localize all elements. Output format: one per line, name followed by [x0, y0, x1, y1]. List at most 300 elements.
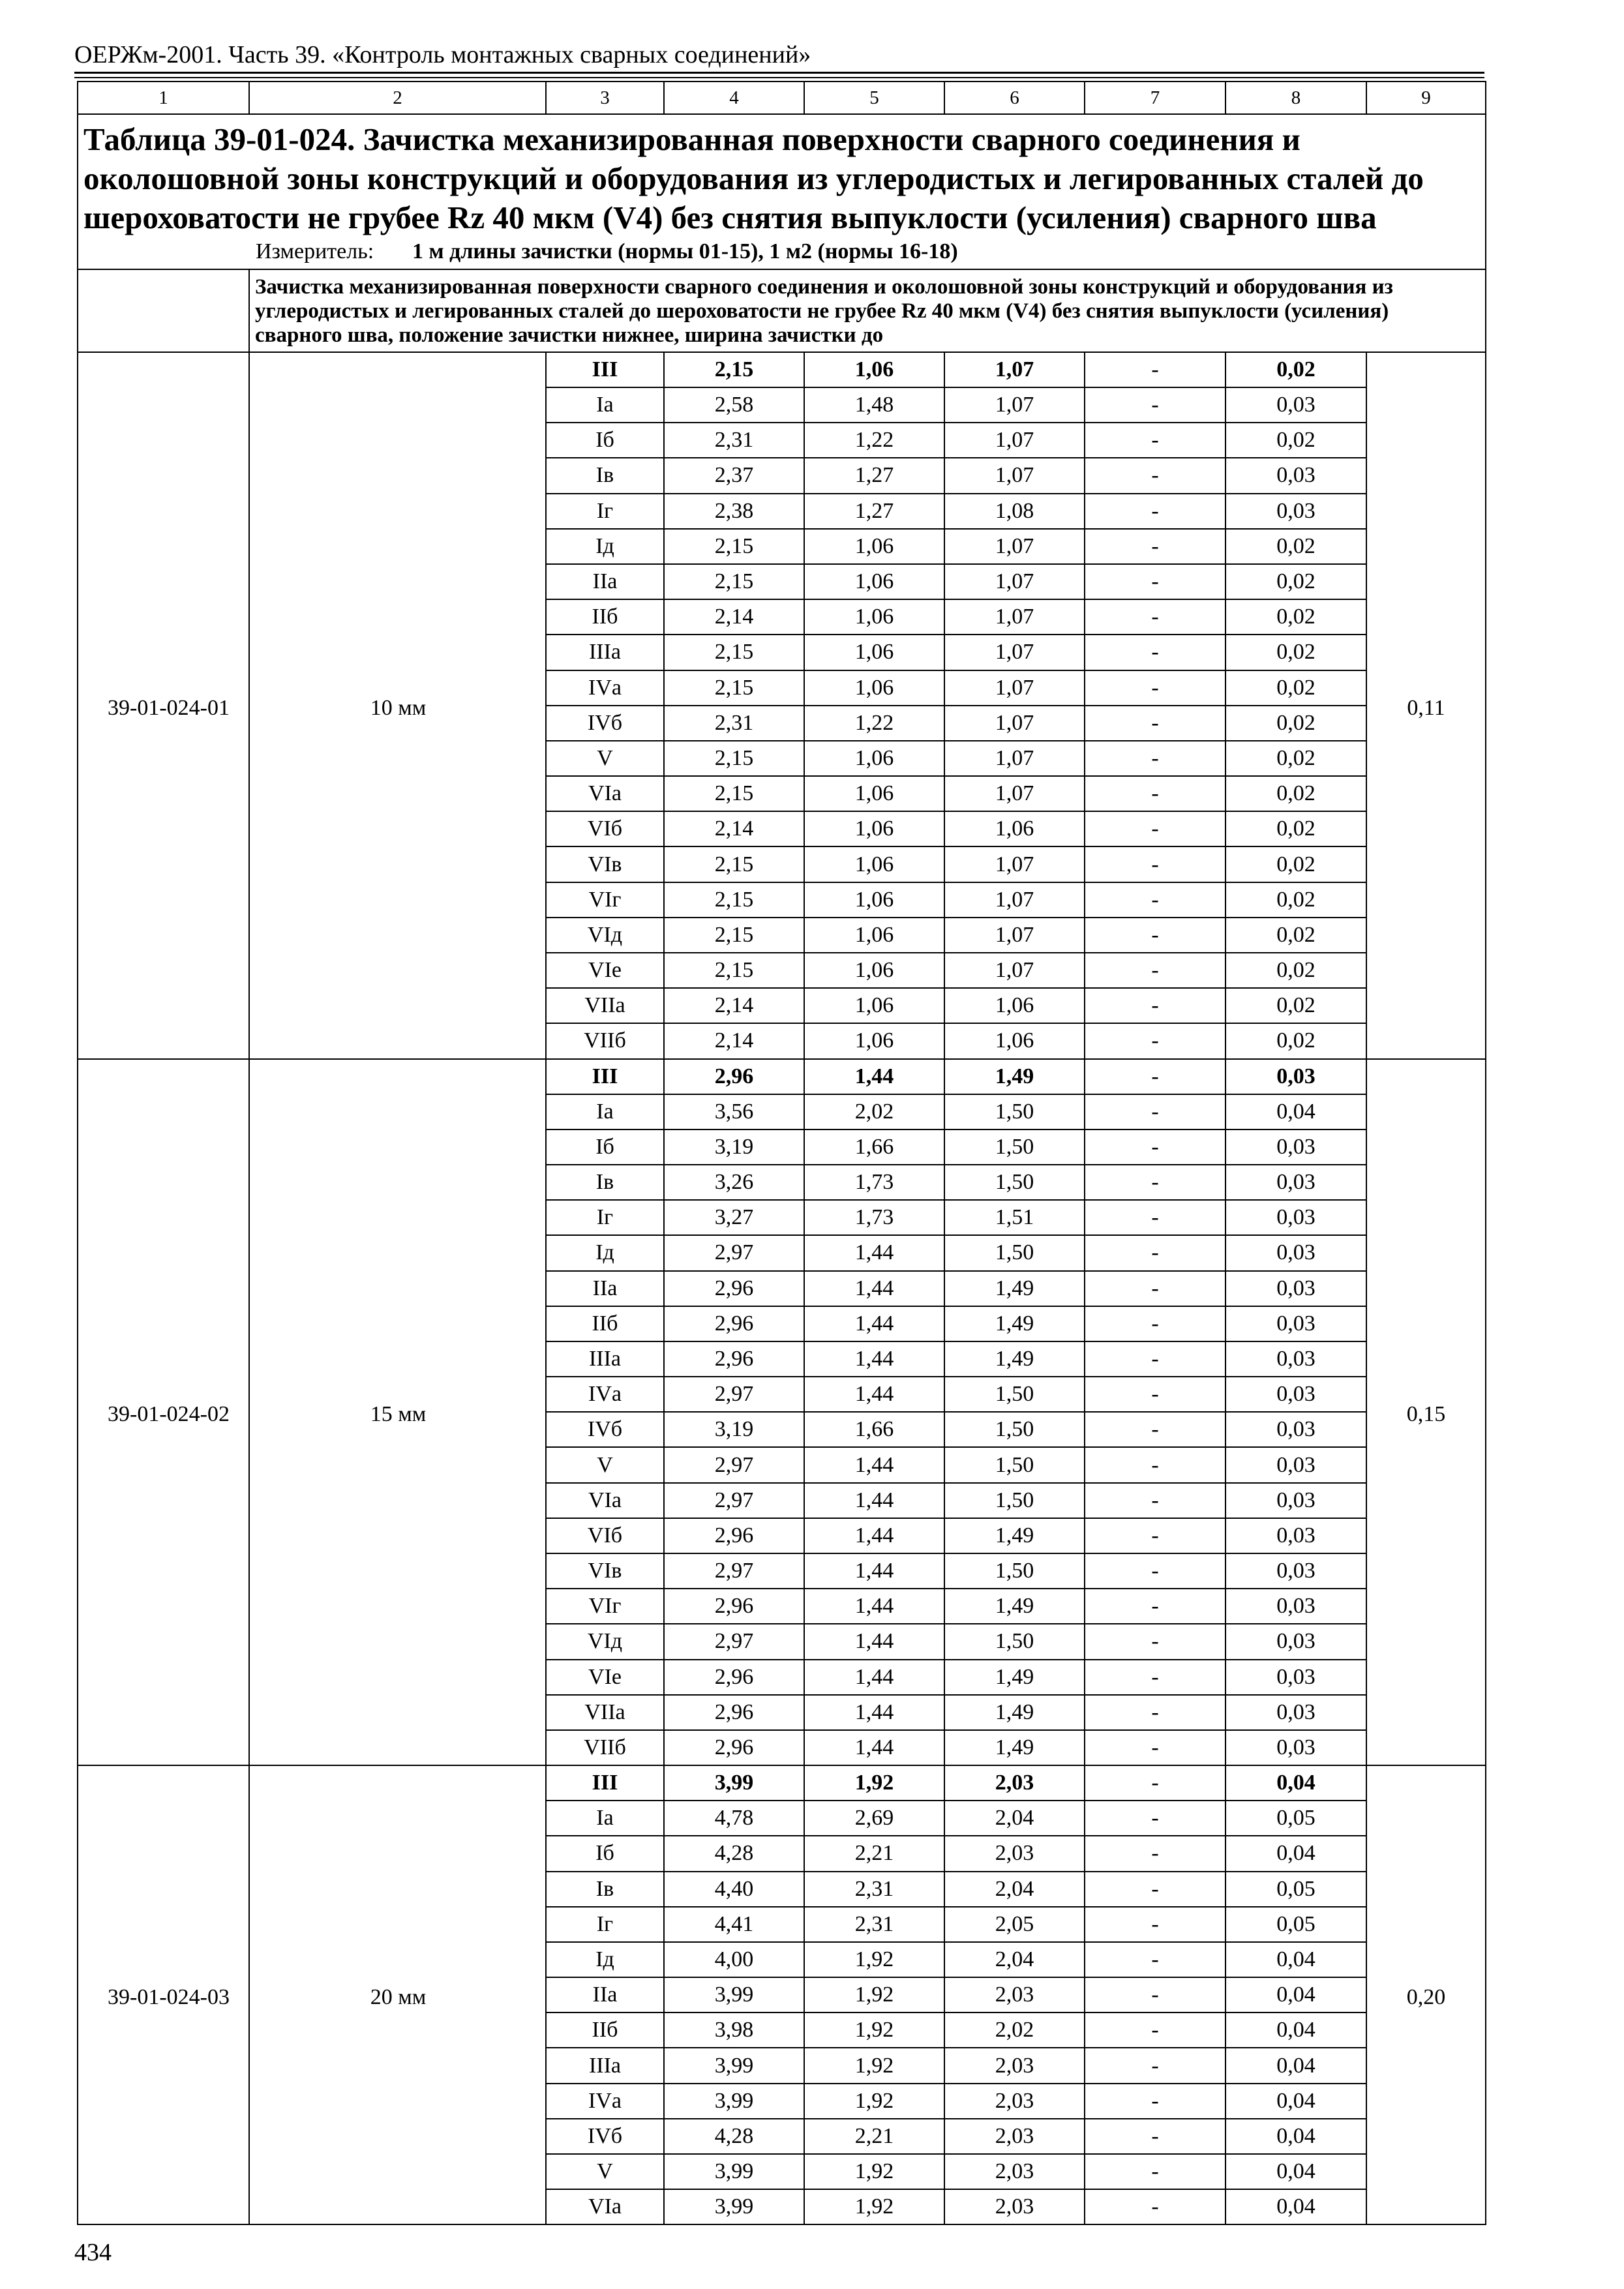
value-cell-5: 1,06 — [804, 599, 944, 635]
value-cell-7: - — [1085, 352, 1226, 387]
value-cell-8: 0,03 — [1226, 387, 1366, 423]
value-cell-6: 1,50 — [944, 1412, 1085, 1447]
value-cell-7: - — [1085, 423, 1226, 458]
region-cell: IIа — [546, 1271, 664, 1306]
region-cell: VIIб — [546, 1730, 664, 1765]
rate-coefficient: 0,11 — [1366, 352, 1486, 1059]
value-cell-4: 2,96 — [664, 1306, 804, 1341]
value-cell-6: 1,50 — [944, 1553, 1085, 1589]
value-cell-6: 2,04 — [944, 1801, 1085, 1836]
value-cell-4: 4,40 — [664, 1872, 804, 1907]
value-cell-7: - — [1085, 1518, 1226, 1553]
value-cell-8: 0,02 — [1226, 706, 1366, 741]
value-cell-4: 2,38 — [664, 494, 804, 529]
value-cell-7: - — [1085, 1165, 1226, 1200]
value-cell-7: - — [1085, 2189, 1226, 2224]
value-cell-7: - — [1085, 882, 1226, 918]
value-cell-6: 1,07 — [944, 846, 1085, 882]
region-cell: Iв — [546, 1872, 664, 1907]
value-cell-8: 0,02 — [1226, 741, 1366, 776]
value-cell-5: 1,06 — [804, 529, 944, 564]
value-cell-7: - — [1085, 387, 1226, 423]
table-row — [78, 1765, 1486, 1801]
meter-line — [83, 239, 1479, 265]
table-row — [78, 352, 1486, 387]
rate-name: 10 мм — [249, 352, 546, 1059]
value-cell-5: 1,44 — [804, 1341, 944, 1377]
value-cell-6: 1,50 — [944, 1130, 1085, 1165]
value-cell-8: 0,02 — [1226, 1023, 1366, 1058]
value-cell-7: - — [1085, 706, 1226, 741]
value-cell-5: 1,06 — [804, 352, 944, 387]
value-cell-4: 2,15 — [664, 529, 804, 564]
region-cell: V — [546, 1447, 664, 1482]
region-cell: Iб — [546, 1130, 664, 1165]
value-cell-6: 2,02 — [944, 2012, 1085, 2048]
value-cell-4: 2,14 — [664, 988, 804, 1023]
value-cell-5: 1,27 — [804, 458, 944, 493]
value-cell-5: 1,44 — [804, 1235, 944, 1270]
region-cell: VIIб — [546, 1023, 664, 1058]
region-cell: V — [546, 741, 664, 776]
value-cell-5: 1,06 — [804, 564, 944, 599]
value-cell-7: - — [1085, 1801, 1226, 1836]
value-cell-6: 1,07 — [944, 529, 1085, 564]
column-number: 6 — [944, 82, 1085, 114]
value-cell-4: 2,31 — [664, 706, 804, 741]
value-cell-4: 3,99 — [664, 1977, 804, 2012]
value-cell-8: 0,03 — [1226, 1271, 1366, 1306]
value-cell-6: 2,05 — [944, 1907, 1085, 1942]
value-cell-7: - — [1085, 635, 1226, 670]
value-cell-5: 1,06 — [804, 811, 944, 846]
value-cell-5: 2,31 — [804, 1907, 944, 1942]
value-cell-5: 1,06 — [804, 988, 944, 1023]
value-cell-4: 2,96 — [664, 1059, 804, 1094]
value-cell-4: 2,96 — [664, 1660, 804, 1695]
value-cell-7: - — [1085, 494, 1226, 529]
value-cell-4: 3,99 — [664, 2084, 804, 2119]
value-cell-6: 1,06 — [944, 988, 1085, 1023]
value-cell-6: 1,07 — [944, 918, 1085, 953]
value-cell-4: 3,99 — [664, 2048, 804, 2083]
region-cell: VIа — [546, 2189, 664, 2224]
value-cell-5: 1,22 — [804, 423, 944, 458]
value-cell-5: 1,06 — [804, 776, 944, 811]
title-cell — [78, 114, 1486, 269]
value-cell-5: 1,44 — [804, 1483, 944, 1518]
description-row — [78, 269, 1486, 352]
region-cell: VIг — [546, 1589, 664, 1624]
value-cell-7: - — [1085, 1553, 1226, 1589]
table-row — [78, 1059, 1486, 1094]
value-cell-6: 2,03 — [944, 2048, 1085, 2083]
value-cell-8: 0,03 — [1226, 1518, 1366, 1553]
region-cell: Iб — [546, 423, 664, 458]
value-cell-7: - — [1085, 1624, 1226, 1659]
value-cell-8: 0,04 — [1226, 2048, 1366, 2083]
value-cell-8: 0,03 — [1226, 1306, 1366, 1341]
value-cell-7: - — [1085, 741, 1226, 776]
region-cell: VIд — [546, 918, 664, 953]
value-cell-4: 4,28 — [664, 1836, 804, 1871]
value-cell-6: 1,08 — [944, 494, 1085, 529]
value-cell-6: 1,49 — [944, 1271, 1085, 1306]
value-cell-4: 3,19 — [664, 1130, 804, 1165]
value-cell-6: 1,50 — [944, 1165, 1085, 1200]
value-cell-5: 1,06 — [804, 1023, 944, 1058]
value-cell-8: 0,03 — [1226, 1377, 1366, 1412]
region-cell: IIб — [546, 2012, 664, 2048]
value-cell-8: 0,04 — [1226, 2012, 1366, 2048]
region-cell: Iв — [546, 1165, 664, 1200]
value-cell-4: 2,58 — [664, 387, 804, 423]
value-cell-5: 1,44 — [804, 1518, 944, 1553]
value-cell-6: 1,07 — [944, 776, 1085, 811]
value-cell-4: 2,15 — [664, 741, 804, 776]
value-cell-4: 2,15 — [664, 635, 804, 670]
region-cell: IVб — [546, 1412, 664, 1447]
value-cell-6: 1,06 — [944, 811, 1085, 846]
region-cell: IIIа — [546, 2048, 664, 2083]
value-cell-7: - — [1085, 1023, 1226, 1058]
value-cell-7: - — [1085, 1059, 1226, 1094]
value-cell-5: 1,92 — [804, 1765, 944, 1801]
rate-code: 39-01-024-01 — [78, 352, 249, 1059]
value-cell-8: 0,02 — [1226, 564, 1366, 599]
region-cell: VIб — [546, 1518, 664, 1553]
value-cell-6: 1,07 — [944, 599, 1085, 635]
value-cell-5: 1,44 — [804, 1624, 944, 1659]
value-cell-5: 2,21 — [804, 2119, 944, 2154]
region-cell: VIIа — [546, 988, 664, 1023]
title-row — [78, 114, 1486, 269]
value-cell-8: 0,05 — [1226, 1801, 1366, 1836]
value-cell-8: 0,02 — [1226, 846, 1366, 882]
value-cell-6: 1,49 — [944, 1589, 1085, 1624]
value-cell-6: 1,07 — [944, 387, 1085, 423]
value-cell-5: 1,92 — [804, 2012, 944, 2048]
value-cell-5: 1,44 — [804, 1377, 944, 1412]
value-cell-4: 3,99 — [664, 2154, 804, 2189]
value-cell-6: 1,51 — [944, 1200, 1085, 1235]
value-cell-6: 1,49 — [944, 1660, 1085, 1695]
value-cell-8: 0,02 — [1226, 529, 1366, 564]
value-cell-8: 0,02 — [1226, 953, 1366, 988]
value-cell-8: 0,03 — [1226, 1660, 1366, 1695]
value-cell-8: 0,03 — [1226, 458, 1366, 493]
value-cell-8: 0,02 — [1226, 352, 1366, 387]
region-cell: IVа — [546, 2084, 664, 2119]
value-cell-4: 2,96 — [664, 1695, 804, 1730]
region-cell: III — [546, 352, 664, 387]
value-cell-8: 0,03 — [1226, 1130, 1366, 1165]
column-number: 5 — [804, 82, 944, 114]
value-cell-6: 1,49 — [944, 1518, 1085, 1553]
value-cell-6: 1,07 — [944, 706, 1085, 741]
region-cell: Iд — [546, 1235, 664, 1270]
value-cell-7: - — [1085, 1341, 1226, 1377]
value-cell-5: 1,44 — [804, 1730, 944, 1765]
value-cell-7: - — [1085, 564, 1226, 599]
value-cell-4: 2,97 — [664, 1447, 804, 1482]
value-cell-6: 2,03 — [944, 1836, 1085, 1871]
value-cell-6: 1,07 — [944, 882, 1085, 918]
column-number: 7 — [1085, 82, 1226, 114]
value-cell-4: 2,15 — [664, 882, 804, 918]
value-cell-7: - — [1085, 1412, 1226, 1447]
region-cell: Iб — [546, 1836, 664, 1871]
value-cell-4: 2,15 — [664, 846, 804, 882]
value-cell-4: 3,26 — [664, 1165, 804, 1200]
work-description: Зачистка механизированная поверхности сварного соединения и околошовной зоны конструкций и оборудования из углеродистых и легированных сталей до шероховатости не грубее Rz 40 мкм (V4) без снятия выпуклости (усиления) сварного шва, положение зачистки нижнее, ширина зачистки до — [249, 269, 1486, 352]
region-cell: IIб — [546, 1306, 664, 1341]
value-cell-4: 3,19 — [664, 1412, 804, 1447]
value-cell-4: 2,96 — [664, 1589, 804, 1624]
region-cell: III — [546, 1059, 664, 1094]
value-cell-8: 0,04 — [1226, 1765, 1366, 1801]
running-header: ОЕРЖм-2001. Часть 39. «Контроль монтажных сварных соединений» — [74, 41, 811, 68]
value-cell-5: 1,06 — [804, 741, 944, 776]
meter-value: 1 м длины зачистки (нормы 01-15), 1 м2 (нормы 16-18) — [412, 239, 958, 263]
column-number: 1 — [78, 82, 249, 114]
value-cell-4: 2,97 — [664, 1235, 804, 1270]
value-cell-6: 1,06 — [944, 1023, 1085, 1058]
value-cell-5: 1,92 — [804, 2048, 944, 2083]
value-cell-7: - — [1085, 1235, 1226, 1270]
value-cell-6: 1,50 — [944, 1377, 1085, 1412]
value-cell-6: 2,03 — [944, 1765, 1085, 1801]
value-cell-6: 1,07 — [944, 953, 1085, 988]
value-cell-6: 2,03 — [944, 2084, 1085, 2119]
value-cell-5: 1,44 — [804, 1695, 944, 1730]
value-cell-8: 0,04 — [1226, 2084, 1366, 2119]
value-cell-7: - — [1085, 529, 1226, 564]
value-cell-6: 1,07 — [944, 741, 1085, 776]
rate-code: 39-01-024-03 — [78, 1765, 249, 2224]
value-cell-7: - — [1085, 1836, 1226, 1871]
value-cell-5: 1,44 — [804, 1660, 944, 1695]
column-number: 3 — [546, 82, 664, 114]
value-cell-8: 0,02 — [1226, 988, 1366, 1023]
value-cell-7: - — [1085, 918, 1226, 953]
rate-coefficient: 0,15 — [1366, 1059, 1486, 1766]
region-cell: VIе — [546, 953, 664, 988]
value-cell-4: 2,97 — [664, 1483, 804, 1518]
value-cell-7: - — [1085, 1977, 1226, 2012]
value-cell-4: 4,28 — [664, 2119, 804, 2154]
value-cell-5: 1,44 — [804, 1271, 944, 1306]
value-cell-7: - — [1085, 2084, 1226, 2119]
value-cell-7: - — [1085, 1695, 1226, 1730]
region-cell: IIб — [546, 599, 664, 635]
value-cell-7: - — [1085, 1130, 1226, 1165]
value-cell-4: 4,41 — [664, 1907, 804, 1942]
region-cell: IVа — [546, 1377, 664, 1412]
value-cell-4: 2,97 — [664, 1624, 804, 1659]
value-cell-5: 2,31 — [804, 1872, 944, 1907]
value-cell-8: 0,03 — [1226, 1412, 1366, 1447]
value-cell-7: - — [1085, 1447, 1226, 1482]
region-cell: Iа — [546, 1801, 664, 1836]
value-cell-6: 1,50 — [944, 1447, 1085, 1482]
value-cell-8: 0,03 — [1226, 1235, 1366, 1270]
region-cell: IIIа — [546, 635, 664, 670]
value-cell-5: 1,06 — [804, 846, 944, 882]
value-cell-6: 2,03 — [944, 2154, 1085, 2189]
value-cell-8: 0,02 — [1226, 670, 1366, 706]
value-cell-8: 0,03 — [1226, 1483, 1366, 1518]
value-cell-8: 0,03 — [1226, 1553, 1366, 1589]
region-cell: VIд — [546, 1624, 664, 1659]
value-cell-4: 2,15 — [664, 564, 804, 599]
column-number-row — [78, 82, 1486, 114]
value-cell-4: 2,15 — [664, 776, 804, 811]
region-cell: VIг — [546, 882, 664, 918]
region-cell: VIв — [546, 846, 664, 882]
value-cell-6: 1,49 — [944, 1306, 1085, 1341]
value-cell-6: 1,07 — [944, 423, 1085, 458]
rate-code: 39-01-024-02 — [78, 1059, 249, 1766]
value-cell-8: 0,04 — [1226, 2119, 1366, 2154]
region-cell: IVа — [546, 670, 664, 706]
rate-coefficient: 0,20 — [1366, 1765, 1486, 2224]
value-cell-8: 0,04 — [1226, 1836, 1366, 1871]
region-cell: Iг — [546, 1907, 664, 1942]
column-number: 9 — [1366, 82, 1486, 114]
value-cell-4: 2,96 — [664, 1518, 804, 1553]
value-cell-4: 2,96 — [664, 1271, 804, 1306]
value-cell-6: 1,50 — [944, 1483, 1085, 1518]
region-cell: Iв — [546, 458, 664, 493]
value-cell-5: 1,44 — [804, 1059, 944, 1094]
value-cell-8: 0,04 — [1226, 1977, 1366, 2012]
value-cell-7: - — [1085, 1907, 1226, 1942]
value-cell-7: - — [1085, 1200, 1226, 1235]
region-cell: V — [546, 2154, 664, 2189]
value-cell-6: 1,07 — [944, 458, 1085, 493]
value-cell-6: 1,07 — [944, 635, 1085, 670]
region-cell: IIа — [546, 564, 664, 599]
value-cell-8: 0,03 — [1226, 494, 1366, 529]
value-cell-7: - — [1085, 2154, 1226, 2189]
value-cell-5: 2,69 — [804, 1801, 944, 1836]
value-cell-5: 1,44 — [804, 1589, 944, 1624]
region-cell: IIIа — [546, 1341, 664, 1377]
page-number: 434 — [74, 2239, 112, 2266]
region-cell: VIIа — [546, 1695, 664, 1730]
value-cell-7: - — [1085, 1660, 1226, 1695]
value-cell-5: 1,06 — [804, 670, 944, 706]
value-cell-4: 2,15 — [664, 352, 804, 387]
value-cell-6: 1,50 — [944, 1094, 1085, 1130]
value-cell-7: - — [1085, 2119, 1226, 2154]
value-cell-5: 1,27 — [804, 494, 944, 529]
value-cell-8: 0,02 — [1226, 423, 1366, 458]
value-cell-6: 1,07 — [944, 352, 1085, 387]
value-cell-6: 1,49 — [944, 1695, 1085, 1730]
value-cell-7: - — [1085, 599, 1226, 635]
value-cell-6: 2,03 — [944, 2119, 1085, 2154]
value-cell-6: 1,49 — [944, 1341, 1085, 1377]
region-cell: VIв — [546, 1553, 664, 1589]
value-cell-7: - — [1085, 2012, 1226, 2048]
column-number: 2 — [249, 82, 546, 114]
value-cell-4: 2,14 — [664, 1023, 804, 1058]
value-cell-7: - — [1085, 811, 1226, 846]
value-cell-6: 2,03 — [944, 2189, 1085, 2224]
value-cell-4: 3,98 — [664, 2012, 804, 2048]
value-cell-5: 1,44 — [804, 1447, 944, 1482]
value-cell-4: 2,37 — [664, 458, 804, 493]
value-cell-4: 2,15 — [664, 918, 804, 953]
value-cell-4: 4,00 — [664, 1942, 804, 1977]
value-cell-7: - — [1085, 1271, 1226, 1306]
header-rule-thin — [74, 77, 1484, 78]
region-cell: VIе — [546, 1660, 664, 1695]
rate-name: 15 мм — [249, 1059, 546, 1766]
value-cell-5: 1,92 — [804, 2084, 944, 2119]
value-cell-7: - — [1085, 1589, 1226, 1624]
value-cell-4: 2,31 — [664, 423, 804, 458]
value-cell-8: 0,03 — [1226, 1624, 1366, 1659]
value-cell-6: 2,04 — [944, 1872, 1085, 1907]
value-cell-4: 3,56 — [664, 1094, 804, 1130]
value-cell-7: - — [1085, 1730, 1226, 1765]
value-cell-7: - — [1085, 2048, 1226, 2083]
value-cell-5: 1,44 — [804, 1553, 944, 1589]
value-cell-7: - — [1085, 1483, 1226, 1518]
rates-table — [77, 81, 1486, 2225]
value-cell-8: 0,03 — [1226, 1165, 1366, 1200]
value-cell-8: 0,02 — [1226, 811, 1366, 846]
value-cell-5: 1,92 — [804, 2154, 944, 2189]
value-cell-5: 1,06 — [804, 918, 944, 953]
value-cell-6: 1,49 — [944, 1059, 1085, 1094]
value-cell-7: - — [1085, 846, 1226, 882]
value-cell-8: 0,03 — [1226, 1730, 1366, 1765]
value-cell-7: - — [1085, 953, 1226, 988]
value-cell-6: 1,07 — [944, 564, 1085, 599]
value-cell-4: 2,14 — [664, 599, 804, 635]
value-cell-6: 2,03 — [944, 1977, 1085, 2012]
value-cell-4: 3,99 — [664, 1765, 804, 1801]
region-cell: IIа — [546, 1977, 664, 2012]
value-cell-4: 4,78 — [664, 1801, 804, 1836]
value-cell-7: - — [1085, 1377, 1226, 1412]
value-cell-5: 2,21 — [804, 1836, 944, 1871]
value-cell-5: 1,73 — [804, 1200, 944, 1235]
description-spacer — [78, 269, 249, 352]
table-title: Таблица 39-01-024. Зачистка механизированная поверхности сварного соединения и околошовной зоны конструкций и оборудования из углеродистых и легированных сталей до шероховатости не грубее Rz 40 мкм (V4) без снятия выпуклости (усиления) сварного шва — [83, 121, 1424, 235]
value-cell-4: 2,14 — [664, 811, 804, 846]
region-cell: IVб — [546, 2119, 664, 2154]
value-cell-5: 1,66 — [804, 1130, 944, 1165]
value-cell-8: 0,02 — [1226, 776, 1366, 811]
value-cell-4: 3,99 — [664, 2189, 804, 2224]
value-cell-4: 2,96 — [664, 1730, 804, 1765]
value-cell-5: 1,06 — [804, 635, 944, 670]
value-cell-6: 2,04 — [944, 1942, 1085, 1977]
value-cell-5: 1,73 — [804, 1165, 944, 1200]
value-cell-7: - — [1085, 670, 1226, 706]
value-cell-5: 1,92 — [804, 1942, 944, 1977]
column-number: 8 — [1226, 82, 1366, 114]
value-cell-8: 0,04 — [1226, 1942, 1366, 1977]
region-cell: Iа — [546, 1094, 664, 1130]
region-cell: Iд — [546, 1942, 664, 1977]
region-cell: VIа — [546, 1483, 664, 1518]
